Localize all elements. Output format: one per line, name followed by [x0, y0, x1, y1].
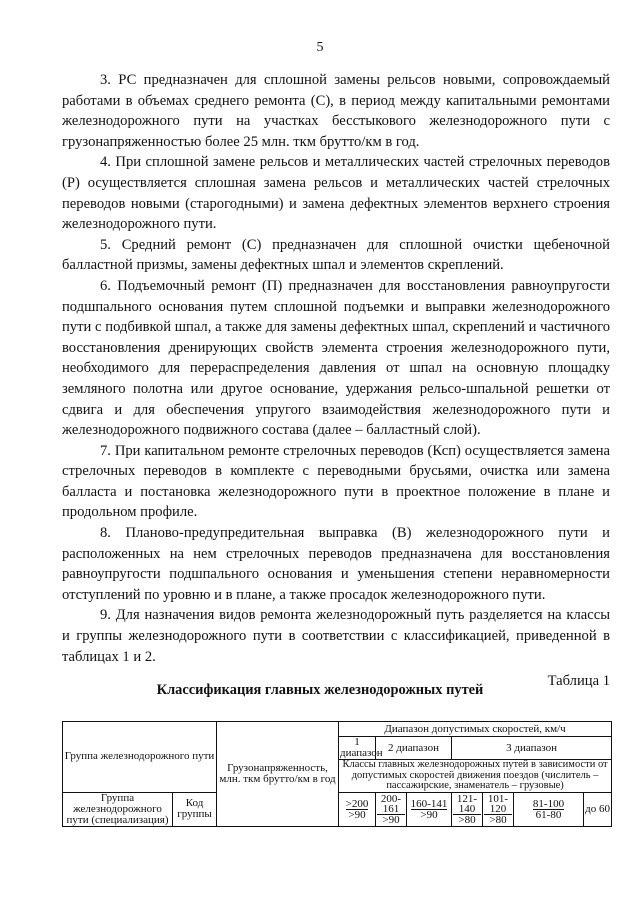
paragraph-4: 4. При сплошной замене рельсов и металлических частей стрелочных переводов (Р) осуществляется сплошная замена рельсов и металлических частей стрелочных переводов новыми (старогодными) и замена дефектных элементов верхнего строения железнодорожного пути. [62, 154, 610, 233]
speed-2-freight: >90 [382, 813, 400, 826]
classification-table [62, 721, 612, 827]
speed-3-freight: >90 [420, 808, 438, 821]
group-code-cell: Код группы [173, 792, 217, 826]
tonnage-header-cell: Грузонапряженность, млн. ткм брутто/км в год [217, 722, 339, 827]
range3-cell: 3 диапазон [452, 737, 612, 760]
speed-1-freight: >90 [348, 808, 366, 821]
paragraph-9: 9. Для назначения видов ремонта железнодорожный путь разделяется на классы и группы железнодорожного пути в соответствии с классификацией, приведенной в таблицах 1 и 2. [62, 607, 610, 665]
speed-2-passenger: 200-161 [377, 794, 405, 815]
speed-class-1 [339, 792, 376, 826]
speed-1-passenger: >200 [345, 797, 369, 810]
speed-6-passenger: 81-100 [532, 797, 565, 810]
speed-3-passenger: 160-141 [410, 797, 448, 810]
speed-range-header-cell: Диапазон допустимых скоростей, км/ч [339, 722, 612, 737]
speed-class-5 [483, 792, 514, 826]
paragraph-3: 3. РС предназначен для сплошной замены рельсов новыми, сопровождаемый работами в объемах среднего ремонта (С), в период между капитальными ремонтами железнодорожного пути на участках бесстыкового железнодорожного пути с грузонапряженностью более 25 млн. ткм брутто/км в год. [62, 72, 610, 150]
page-number: 5 [316, 40, 324, 55]
group-header-cell: Группа железнодорожного пути [63, 722, 217, 793]
range1-cell: 1 диапазон [340, 736, 383, 759]
speed-class-4 [452, 792, 483, 826]
speed-5-freight: >80 [489, 813, 507, 826]
speed-class-6 [514, 792, 584, 826]
speed-4-freight: >80 [458, 813, 476, 826]
speed-5-passenger: 101-120 [484, 794, 512, 815]
speed-class-7: до 60 [584, 792, 612, 826]
table-title: Классификация главных железнодорожных путей [156, 682, 484, 698]
table-label: Таблица 1 [547, 673, 610, 690]
speed-4-passenger: 121-140 [453, 794, 481, 815]
paragraph-5: 5. Средний ремонт (С) предназначен для сплошной очистки щебеночной балластной призмы, замены дефектных шпал и элементов скреплений. [62, 236, 610, 274]
paragraph-6: 6. Подъемочный ремонт (П) предназначен для восстановления равноупругости подшпального основания путем сплошной подъемки и выправки железнодорожного пути с подбивкой шпал, а также для замены дефектных шпал, скреплений и частичного восстановления дренирующих свойств элемента строения железнодорожного пути, необходимого для перераспределения давления от шпал на основную площадку земляного полотна или другое основание, удержания рельсо-шпальной решетки от сдвига и для обеспечения упругого взаимодействия железнодорожного пути и железнодорожного подвижного состава (далее – балластный слой). [62, 277, 610, 439]
paragraph-8: 8. Планово-предупредительная выправка (В) железнодорожного пути и расположенных на нем стрелочных переводов предназначена для восстановления равноупругости подшпального основания и уменьшения степени неравномерности отступлений по уровню и в плане, а также просадок железнодорожного пути. [62, 525, 610, 603]
speed-class-3 [407, 792, 452, 826]
speed-6-freight: 61-80 [535, 808, 562, 821]
range2-cell: 2 диапазон [376, 737, 452, 760]
paragraph-7: 7. При капитальном ремонте стрелочных переводов (Ксп) осуществляется замена стрелочных переводов в комплекте с переводными брусьями, очистка или замена балласта и постановка железнодорожного пути в проектное положение в плане и продольном профиле. [62, 442, 610, 521]
body-text [62, 70, 610, 692]
group-spec-cell: Группа железнодорожного пути (специализация) [63, 792, 173, 826]
speed-class-2 [376, 792, 407, 826]
classes-note-cell: Классы главных железнодорожных путей в зависимости от допустимых скоростей движения поездов (числитель – пассажирские, знаменатель – грузовые) [339, 760, 612, 793]
